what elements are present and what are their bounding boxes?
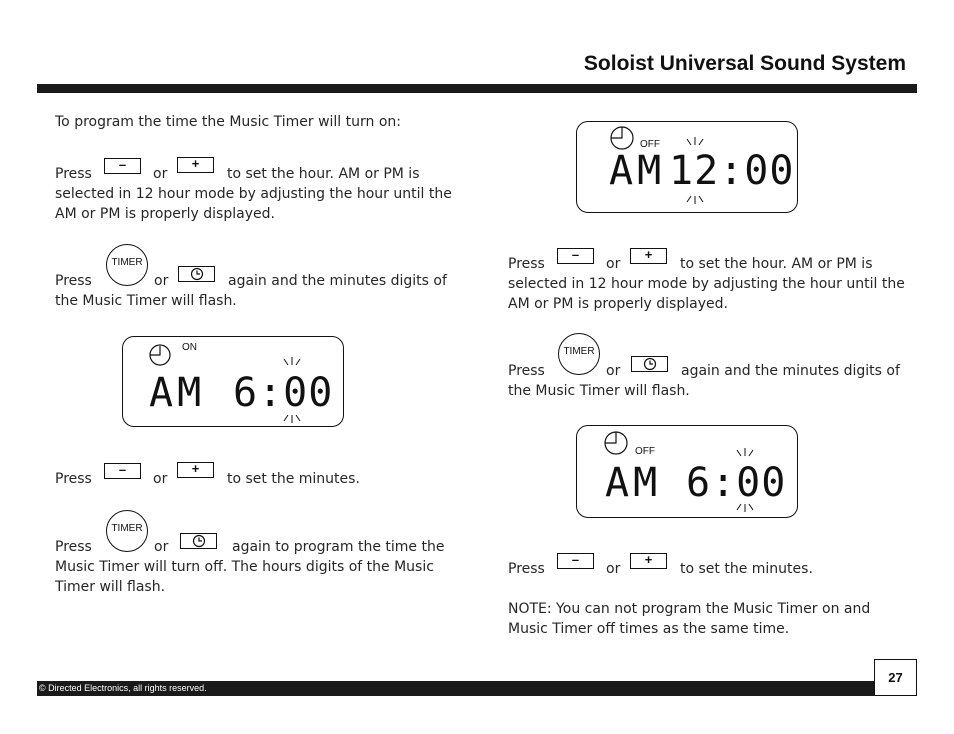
lcd-mode-label: ON — [182, 342, 197, 353]
step-text: to set the hour. AM or PM is — [227, 166, 420, 182]
lcd-meridiem: AM — [605, 460, 662, 506]
clock-icon — [150, 345, 170, 365]
step-text: AM or PM is properly displayed. — [55, 206, 275, 222]
note-text: NOTE: You can not program the Music Timer on and — [508, 601, 871, 617]
plus-button: + — [630, 248, 667, 264]
step-text: again and the minutes digits of — [681, 363, 900, 379]
page-number: 27 — [874, 659, 917, 696]
clock-icon — [611, 127, 633, 149]
or-label: or — [153, 166, 168, 182]
clock-button — [180, 533, 217, 549]
press-label: Press — [508, 256, 545, 272]
step-text: to set the hour. AM or PM is — [680, 256, 873, 272]
flash-indicator-bottom — [284, 415, 300, 423]
step-text: the Music Timer will flash. — [508, 383, 690, 399]
lcd-meridiem: AM — [609, 148, 666, 194]
flash-indicator-bottom — [687, 196, 703, 204]
or-label: or — [154, 273, 169, 289]
step-text: to set the minutes. — [227, 471, 360, 487]
minus-button: – — [104, 463, 141, 479]
plus-button: + — [177, 462, 214, 478]
clock-button — [631, 356, 668, 372]
step-text: Timer will flash. — [55, 579, 166, 595]
lcd-mode-label: OFF — [640, 139, 660, 150]
or-label: or — [606, 256, 621, 272]
step-text: to set the minutes. — [680, 561, 813, 577]
clock-icon — [192, 534, 206, 548]
minus-button: – — [557, 248, 594, 264]
lcd-time: 6:00 — [233, 370, 334, 416]
page-title: Soloist Universal Sound System — [583, 52, 906, 75]
plus-button: + — [177, 157, 214, 173]
lcd-meridiem: AM — [149, 370, 206, 416]
lcd-display-off-minutes — [576, 425, 798, 518]
step-text: AM or PM is properly displayed. — [508, 296, 728, 312]
lcd-display-off-hours — [576, 121, 798, 213]
press-label: Press — [55, 471, 92, 487]
press-label: Press — [55, 273, 92, 289]
or-label: or — [606, 561, 621, 577]
press-label: Press — [508, 363, 545, 379]
step-text: again to program the time the — [232, 539, 445, 555]
lcd-time: 12:00 — [669, 148, 795, 194]
timer-button: TIMER — [558, 333, 600, 375]
step-text: the Music Timer will flash. — [55, 293, 237, 309]
header-rule — [37, 84, 917, 93]
press-label: Press — [508, 561, 545, 577]
minus-button: – — [557, 553, 594, 569]
lcd-mode-label: OFF — [635, 446, 655, 457]
flash-indicator-top — [687, 137, 703, 145]
minus-button: – — [104, 158, 141, 174]
lcd-display-on — [122, 336, 344, 427]
step-text: again and the minutes digits of — [228, 273, 447, 289]
timer-button: TIMER — [106, 510, 148, 552]
clock-icon — [643, 357, 657, 371]
clock-button — [178, 266, 215, 282]
flash-indicator-top — [737, 448, 753, 456]
step-text: selected in 12 hour mode by adjusting the hour until the — [55, 186, 452, 202]
step-text: Music Timer will turn off. The hours digits of the Music — [55, 559, 434, 575]
or-label: or — [606, 363, 621, 379]
plus-button: + — [630, 553, 667, 569]
timer-button: TIMER — [106, 244, 148, 286]
intro-text: To program the time the Music Timer will turn on: — [55, 114, 402, 130]
note-text: Music Timer off times as the same time. — [508, 621, 790, 637]
flash-indicator-top — [284, 357, 300, 365]
or-label: or — [153, 471, 168, 487]
step-text: selected in 12 hour mode by adjusting the hour until the — [508, 276, 905, 292]
clock-icon — [605, 432, 627, 454]
copyright-text: © Directed Electronics, all rights reserved. — [39, 683, 207, 693]
press-label: Press — [55, 539, 92, 555]
lcd-time: 6:00 — [686, 460, 787, 506]
or-label: or — [154, 539, 169, 555]
press-label: Press — [55, 166, 92, 182]
clock-icon — [190, 267, 204, 281]
